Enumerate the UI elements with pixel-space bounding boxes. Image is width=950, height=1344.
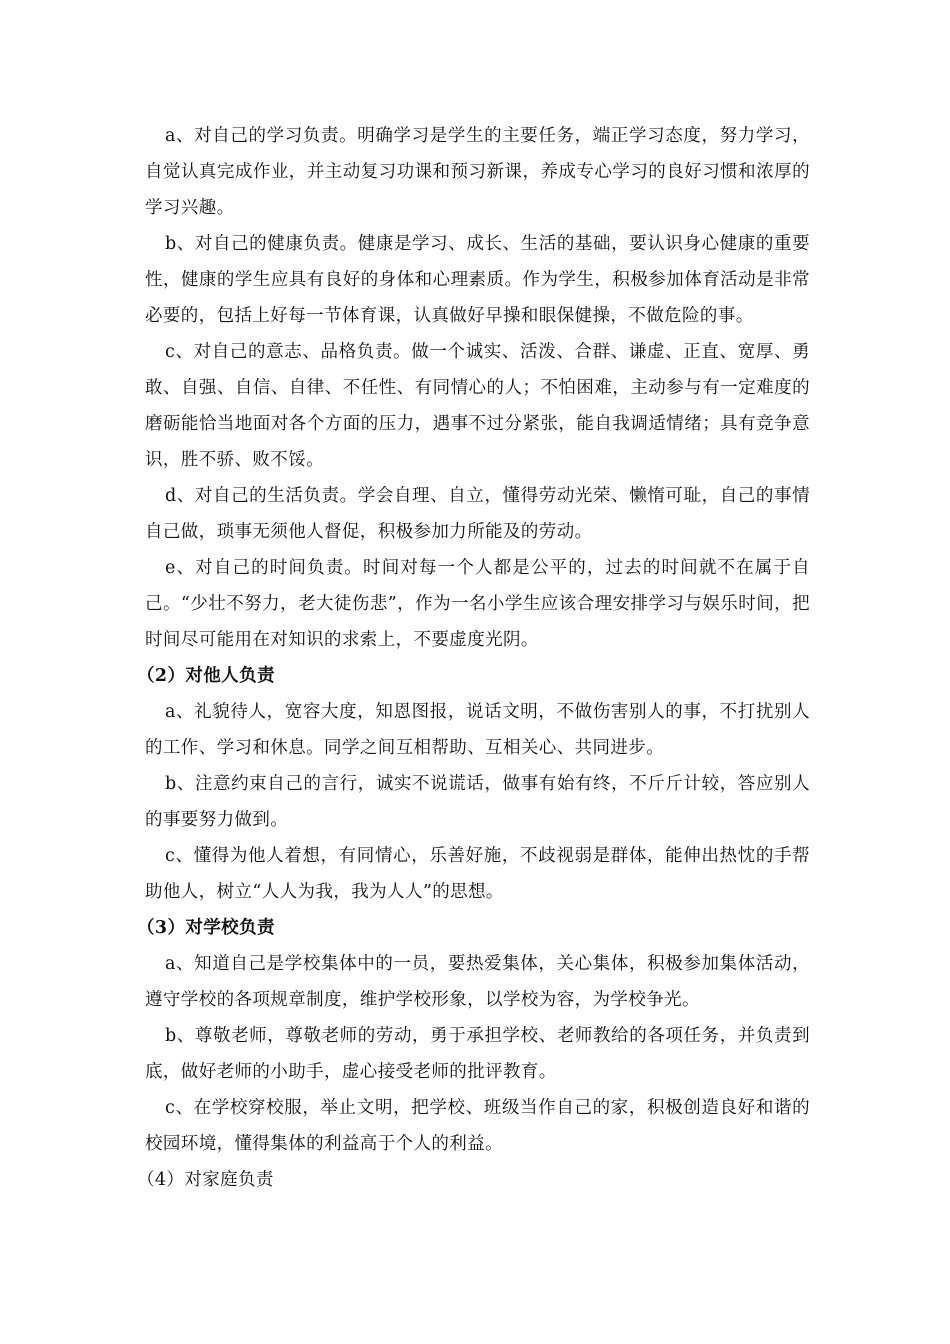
paragraph-others-courtesy: a、礼貌待人，宽容大度，知恩图报，说话文明，不做伤害别人的事，不打扰别人的工作、学习和休息。同学之间互相帮助、互相关心、共同进步。: [145, 702, 810, 758]
paragraph-school-environment: c、在学校穿校服，举止文明，把学校、班级当作自己的家，积极创造良好和谐的校园环境，懂得集体的利益高于个人的利益。: [145, 1098, 810, 1154]
paragraph-others-empathy: c、懂得为他人着想，有同情心，乐善好施，不歧视弱是群体，能伸出热忱的手帮助他人，树立“人人为我，我为人人”的思想。: [145, 846, 810, 902]
paragraph-self-time: e、对自己的时间负责。时间对每一个人都是公平的，过去的时间就不在属于自己。“少壮不努力，老大徒伤悲”，作为一名小学生应该合理安排学习与娱乐时间，把时间尽可能用在对知识的求索上，不要虚度光阴。: [145, 558, 810, 650]
paragraph-others-conduct: b、注意约束自己的言行，诚实不说谎话，做事有始有终，不斤斤计较，答应别人的事要努力做到。: [145, 774, 810, 830]
document-page: [137, 118, 810, 1198]
heading-school: （3）对学校负责: [137, 918, 275, 938]
paragraph-self-health: b、对自己的健康负责。健康是学习、成长、生活的基础，要认识身心健康的重要性，健康的学生应具有良好的身体和心理素质。作为学生，积极参加体育活动是非常必要的，包括上好每一节体育课，认真做好早操和眼保健操，不做危险的事。: [145, 234, 810, 326]
paragraph-school-collective: a、知道自己是学校集体中的一员，要热爱集体，关心集体，积极参加集体活动，遵守学校的各项规章制度，维护学校形象，以学校为容，为学校争光。: [145, 954, 810, 1010]
paragraph-self-character: c、对自己的意志、品格负责。做一个诚实、活泼、合群、谦虚、正直、宽厚、勇敢、自强、自信、自律、不任性、有同情心的人；不怕困难，主动参与有一定难度的磨砺能恰当地面对各个方面的压力，遇事不过分紧张，能自我调适情绪；具有竞争意识，胜不骄、败不馁。: [145, 342, 810, 470]
paragraph-self-life: d、对自己的生活负责。学会自理、自立，懂得劳动光荣、懒惰可耻，自己的事情自己做，琐事无须他人督促，积极参加力所能及的劳动。: [145, 486, 810, 542]
heading-family: （4）对家庭负责: [137, 1170, 274, 1190]
paragraph-school-teachers: b、尊敬老师，尊敬老师的劳动，勇于承担学校、老师教给的各项任务，并负责到底，做好老师的小助手，虚心接受老师的批评教育。: [145, 1026, 810, 1082]
paragraph-self-study: a、对自己的学习负责。明确学习是学生的主要任务，端正学习态度，努力学习，自觉认真完成作业，并主动复习功课和预习新课，养成专心学习的良好习惯和浓厚的学习兴趣。: [145, 126, 810, 218]
heading-others: （2）对他人负责: [137, 666, 275, 686]
